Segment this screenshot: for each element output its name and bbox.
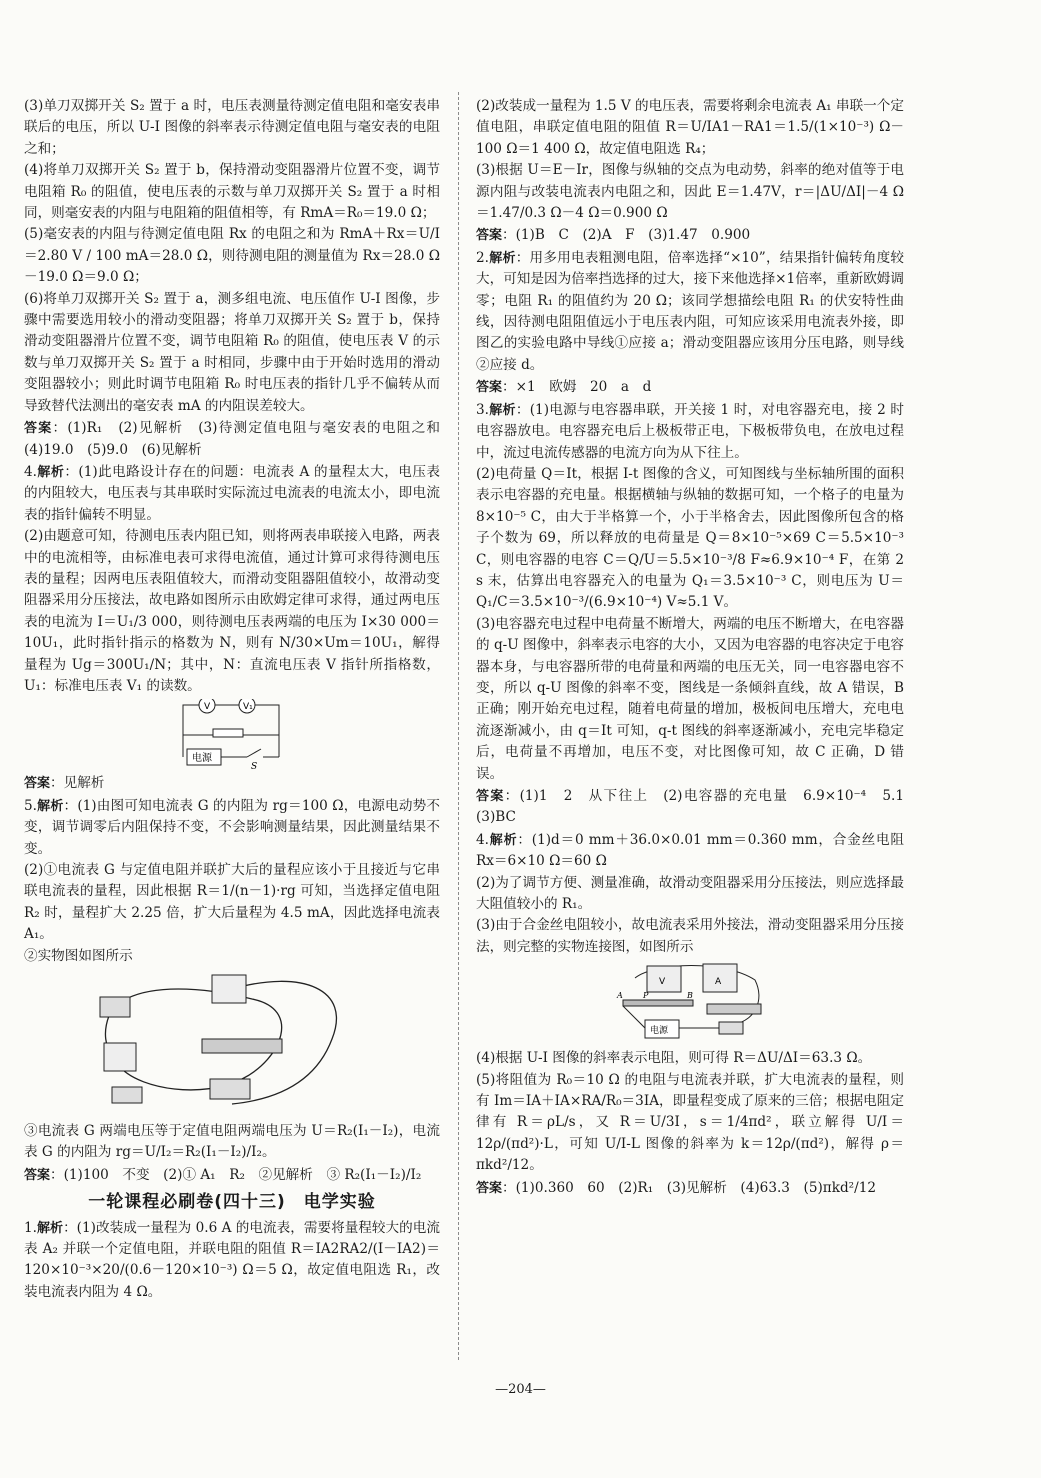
point-b-label: B [687,991,693,1001]
paragraph: (2)由题意可知，待测电压表内阻已知，则将两表串联接入电路，两表中的电流相等，由标准电表可求得电流值，通过计算可求得待测电压表的量程；因两电压表阻值较大，而滑动变阻器阻值较小，故滑动变阻器采用分压接法，故电路如图所示由欧姆定律可求得，通过两电压表的电流为 I＝U₁/3 000，则待测电压表两端的电压为 I×30 000＝10U₁，此时指针指示的格数为 N，则有 N/30×Um＝10U₁，解得量程为 Ug＝300U₁/N；其中，N：直流电压表 V 指针所指格数，U₁：标准电压表 V₁ 的读数。 [24,528,440,694]
question-3-analysis [476,400,904,464]
ammeter-icon [212,975,246,1003]
analysis-label: 解析 [488,832,518,848]
battery-icon [210,1079,250,1099]
analysis-label: 解析 [488,402,516,418]
question-number: 1. [24,1219,37,1236]
analysis-text: ：(1)此电路设计存在的问题：电流表 A 的量程太大，电压表的内阻较大，电压表与其串联时实际流过电流表的电流太小，即电流表的指针偏转不明显。 [24,463,440,523]
left-column [24,96,454,1303]
answer-text: ：×1 欧姆 20 a d [502,379,652,396]
circuit-diagram [177,699,287,771]
question-number: 4. [476,831,489,848]
answer-text: ：(1)0.360 60 (2)R₁ (3)见解析 (4)63.3 (5)πkd²/12 [502,1179,877,1196]
paragraph: (3)电容器充电过程中电荷量不断增大，两端的电压不断增大，在电容器的 q-U 图像中，斜率表示电容的大小，又因为电容器的电容决定于电容器本身，与电容器所带的电荷量和两端的电压无关，同一电容器电容不变，所以 q-U 图像的斜率不变，图线是一条倾斜直线，故 A 错误，B 正确；刚开始充电过程，随着电荷量的增加，极板间电压增大，充电电流逐渐减小，由 q＝It 可知，q-t 图线的斜率逐渐减小，充电完毕稳定后，电荷量不再增加，电压不变，对比图像可知，故 C 正确，D 错误。 [476,615,904,782]
paragraph: (5)将阻值为 R₀＝10 Ω 的电阻与电流表并联，扩大电流表的量程，则有 Im＝IA＋IA×RA/R₀＝3IA，即量程变成了原来的三倍；根据电阻定律有 R＝ρL/s，又 R＝U/3I，s＝1/4πd²，联立解得 U/I＝12ρ/(πd²)·L，可知 U/I-L 图像的斜率为 k＝12ρ/(πd²)，解得 ρ＝πkd²/12。 [476,1071,904,1174]
question-5-analysis [24,796,440,860]
question-number: 3. [476,401,489,418]
paragraph: (4)将单刀双掷开关 S₂ 置于 b，保持滑动变阻器滑片位置不变，调节电阻箱 R₀ 的阻值，使电压表的示数与单刀双掷开关 S₂ 置于 a 时相同，则毫安表的内阻与电阻箱的阻值相等，有 RmA＝R₀＝19.0 Ω； [24,162,440,222]
question-2-analysis [476,248,904,376]
paragraph: (5)毫安表的内阻与待测定值电阻 Rx 的电阻之和为 RmA＋Rx＝U/I＝2.80 V / 100 mA＝28.0 Ω，则待测电阻的测量值为 Rx＝28.0 Ω－19.0 Ω＝9.0 Ω； [24,226,440,286]
section-title: 一轮课程必刷卷(四十三) 电学实验 [88,1192,376,1213]
answer-line [476,225,904,246]
analysis-text: ：(1)改装成一量程为 0.6 A 的电流表，需要将量程较大的电流表 A₂ 并联一个定值电阻，并联电阻的阻值 R＝IA2RA2/(I－IA2)＝120×10⁻³×20/(0.6－120×10⁻³) Ω＝5 Ω，故定值电阻选 R₁，改装电流表内阻为 4 Ω。 [24,1219,440,1300]
column-divider [458,92,459,1360]
analysis-label: 解析 [36,798,64,814]
paragraph: ②实物图如图所示 [24,947,133,964]
wiring-figure [615,960,765,1046]
analysis-text: ：(1)由图可知电流表 G 的内阻为 rg＝100 Ω，电源电动势不变，调节调零后内阻保持不变，不会影响测量结果，因此测量结果不变。 [24,797,440,857]
analysis-text: ：用多用电表粗测电阻，倍率选择“×10”，结果指针偏转角度较大，可知是因为倍率挡选择的过大，接下来他选择×1倍率，重新欧姆调零；电阻 R₁ 的阻值约为 20 Ω；该同学想描绘电阻 R₁ 的伏安特性曲线，因待测电阻阻值远小于电压表内阻，可知应该采用电流表外接，即图乙的实验电路中导线①应接 a；滑动变阻器应该用分压电路，则导线②应接 d。 [476,249,904,373]
rheostat-icon [202,1039,282,1053]
question-number: 2. [476,249,489,266]
answer-label: 答案 [24,1167,51,1183]
power-label: 电源 [192,753,212,765]
analysis-text: ：(1)d＝0 mm＋36.0×0.01 mm＝0.360 mm，合金丝电阻 Rx＝6×10 Ω＝60 Ω [476,831,904,870]
answer-line [24,418,454,461]
point-p-label: P [643,991,649,1001]
paragraph: (3)由于合金丝电阻较小，故电流表采用外接法，滑动变阻器采用分压接法，则完整的实物连接图，如图所示 [476,917,904,955]
paragraph: (2)①电流表 G 与定值电阻并联扩大后的量程应该小于且接近与它串联电流表的量程，因此根据 R＝1/(n－1)·rg 可知，当选择定值电阻 R₂ 时，量程扩大 2.25 倍，扩大后量程为 4.5 mA，因此选择电流表 A₁。 [24,862,440,943]
answer-label: 答案 [24,421,53,437]
point-a-label: A [617,991,623,1001]
switch-label: S [251,762,258,772]
analysis-label: 解析 [36,1220,64,1236]
question-number: 4. [24,463,37,480]
answer-label: 答案 [476,1180,503,1196]
paragraph: (4)根据 U-I 图像的斜率表示电阻，则可得 R＝ΔU/ΔI＝63.3 Ω。 [476,1050,872,1067]
resistance-wire-icon [623,1000,693,1006]
paragraph: (2)电荷量 Q＝It，根据 I-t 图像的含义，可知图线与坐标轴所围的面积表示电容器的充电量。根据横轴与纵轴的数据可知，一个格子的电量为 8×10⁻⁵ C，由大于半格算一个，小于半格舍去，因此图像所包含的格子个数为 69，所以释放的电荷量是 Q＝8×10⁻⁵×69 C＝5.5×10⁻³ C，则电容器的电容 C＝Q/U＝5.5×10⁻³/8 F≈6.9×10⁻⁴ F，在第 2 s 末，估算出电容器充入的电量为 Q₁＝3.5×10⁻³ C，则电压为 U＝Q₁/C＝3.5×10⁻³/(6.9×10⁻⁴) V≈5.1 V。 [476,465,904,611]
answer-label: 答案 [476,789,505,804]
switch-icon [112,1087,142,1103]
switch-icon [719,1022,743,1034]
analysis-label: 解析 [488,250,516,266]
paragraph: (3)单刀双掷开关 S₂ 置于 a 时，电压表测量待测定值电阻和毫安表串联后的电压，所以 U-I 图像的斜率表示待测定值电阻与毫安表的电阻之和； [24,98,440,157]
question-number: 5. [24,797,37,814]
physical-wiring-figure [82,969,382,1119]
answer-text: ：(1)100 不变 (2)① A₁ R₂ ②见解析 ③ R₂(I₁－I₂)/I₂ [50,1166,422,1183]
svg-text:V₁: V₁ [243,702,253,713]
ammeter-label: A [715,977,722,988]
power-label: 电源 [650,1026,669,1037]
answer-line [476,377,904,398]
right-column [476,96,918,1200]
analysis-text: ：(1)电源与电容器串联，开关接 1 时，对电容器充电，接 2 时电容器放电。电容器充电后上极板带正电，下极板带负电，在放电过程中，流过电流传感器的电流方向为从下往上。 [476,401,904,461]
answer-text: ：(1)R₁ (2)见解析 (3)待测定值电阻与毫安表的电阻之和 (4)19.0 (5)9.0 (6)见解析 [24,420,454,458]
answer-text: ：(1)1 2 从下往上 (2)电容器的充电量 6.9×10⁻⁴ 5.1 (3)BC [476,788,918,826]
answer-line [24,1165,440,1186]
answer-label: 答案 [476,380,503,396]
answer-text: ：(1)B C (2)A F (3)1.47 0.900 [502,227,751,244]
paragraph: ③电流表 G 两端电压等于定值电阻两端电压为 U＝R₂(I₁－I₂)，电流表 G 的内阻为 rg＝U/I₂＝R₂(I₁－I₂)/I₂。 [24,1123,440,1161]
answer-line [24,773,440,794]
answer-text: ：见解析 [50,775,105,792]
galvanometer-icon [104,1043,136,1071]
voltmeter-label: V [659,977,666,988]
answer-label: 答案 [24,776,51,792]
resistor-box-icon [100,997,130,1017]
page-number: —204— [495,1382,546,1397]
question-4-analysis [24,462,440,526]
question-1-analysis [24,1218,440,1304]
paragraph: (3)根据 U＝E－Ir，图像与纵轴的交点为电动势，斜率的绝对值等于电源内阻与改装电流表内电阻之和，因此 E＝1.47V，r＝|ΔU/ΔI|－4 Ω＝1.47/0.3 Ω－4 Ω＝0.900 Ω [476,162,904,222]
analysis-label: 解析 [36,464,65,480]
question-4-analysis [476,830,904,873]
paragraph: (2)改装成一量程为 1.5 V 的电压表，需要将剩余电流表 A₁ 串联一个定值电阻，串联定值电阻的阻值 R＝U/IA1－RA1＝1.5/(1×10⁻³) Ω－100 Ω＝1 400 Ω，故定值电阻选 R₄； [476,98,904,157]
svg-text:V: V [204,702,211,713]
rheostat-icon [213,729,243,737]
answer-label: 答案 [476,228,503,244]
switch-icon [247,749,261,757]
rheostat-icon [707,1004,761,1014]
paragraph: (2)为了调节方便、测量准确，故滑动变阻器采用分压接法，则应选择最大阻值较小的 R₁。 [476,874,904,913]
answer-line [476,1178,904,1199]
paragraph: (6)将单刀双掷开关 S₂ 置于 a，测多组电流、电压值作 U-I 图像，步骤中需要选用较小的滑动变阻器；将单刀双掷开关 S₂ 置于 b，保持滑动变阻器滑片位置不变，调节电阻箱 R₀ 的阻值，使电压表 V 的示数与单刀双掷开关 S₂ 置于 a 时相同，步骤中由于开始时选用的滑动变阻器较小；则此时调节电阻箱 R₀ 时电压表的指针几乎不偏转从而导致替代法测出的毫安表 mA 的内阻误差较大。 [24,290,440,414]
answer-line [476,786,918,829]
